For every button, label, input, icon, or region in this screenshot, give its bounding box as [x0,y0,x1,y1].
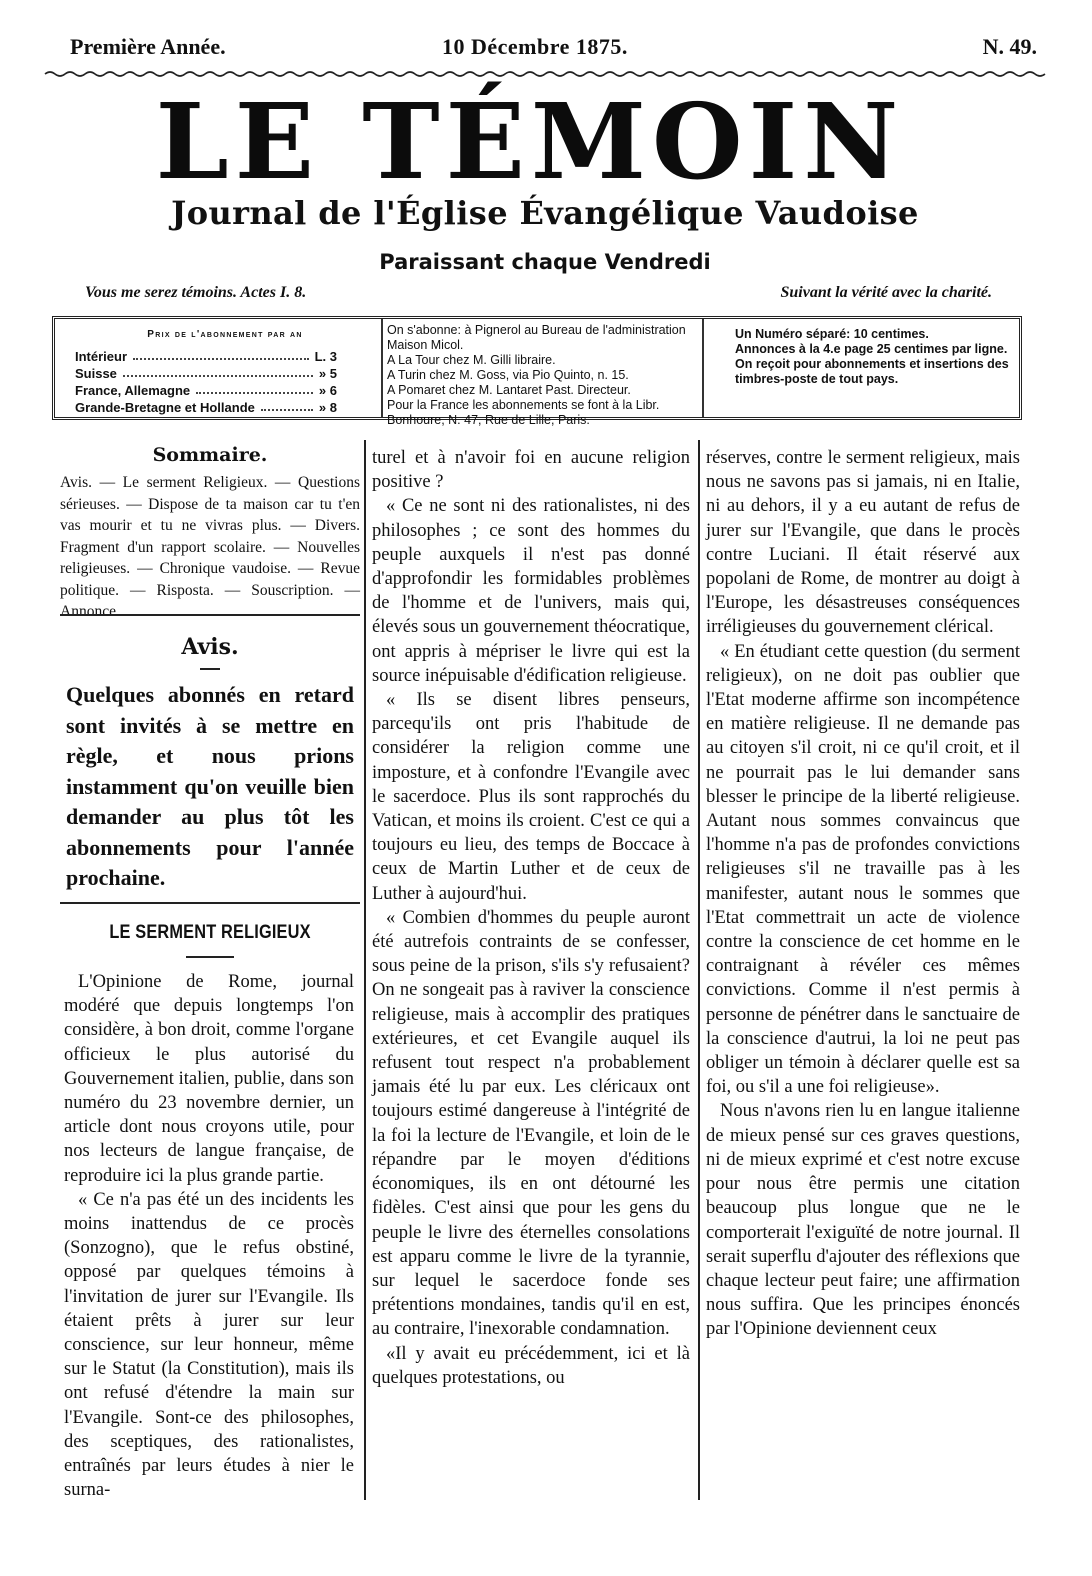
dateline [70,34,1037,64]
office-line: A La Tour chez M. Gilli libraire. [387,353,556,367]
paragraph: « Ce ne sont ni des rationalistes, ni des philosophes ; ce sont des hommes du peuple auxquels il n'est pas donné d'approfondir les formidables problèmes de l'homme et de l'univers, mais qui, élevés sous un gouvernement théocratique, ont appris à mépriser le livre qui est la source inépuisable d'édification religieuse. [372,496,690,686]
office-line: A Turin chez M. Goss, via Pio Quinto, n. 15. [387,368,629,382]
masthead-subtitle: Journal de l'Église Évangélique Vaudoise [171,194,919,232]
article-column-3 [706,446,1020,1486]
paragraph: « En étudiant cette question (du serment religieux), on ne doit pas oublier que l'Etat moderne affirme son incompétence en matière religieuse. Il ne demande pas au citoyen s'il croit, ni ce qu'il croit, et il ne pourrait pas le lui demander sans blesser le principe de la liberté religieuse. Autant nous sommes convaincus que l'homme n'a pas de profondes convictions religieuses s'il ne travaille pas à les manifester, autant nous le sommes que l'Etat commettrait un acte de violence contre la conscience de cet homme en le contraignant à révéler ces mêmes convictions. Comme il n'est permis à personne de pénétrer dans le sanctuaire de la conscience d'autrui, la loi ne peut pas obliger un témoin à déclarer quelle est sa foi, ou s'il a une foi religieuse». [706,641,1020,1098]
note-line: On reçoit pour abonnements et insertions des timbres-poste de tout pays. [735,357,1009,386]
office-line: A Pomaret chez M. Lantaret Past. Directeur. [387,383,631,397]
price-row: Intérieur L. 3 [75,349,337,364]
motto-left: Vous me serez témoins. Actes I. 8. [85,284,307,301]
column-divider [698,440,700,1500]
divider [60,902,360,904]
publication-frequency: Paraissant chaque Vendredi [379,250,711,274]
sommaire-text: Avis. — Le serment Religieux. — Questions sérieuses. — Dispose de ta maison car tu t'en vas mourir et tu ne vivras plus. — Divers. Fragment d'un rapport scolaire. — Nouvelles religieuses. — Chronique vaudoise. — Revue politique. — Risposta. — Souscription. — Annonce. [60,474,360,620]
sommaire-title: Sommaire. [152,444,268,466]
divider [200,668,220,670]
article-title: LE SERMENT RELIGIEUX [109,922,311,943]
paragraph: « Combien d'hommes du peuple auront été autrefois contraints de se confesser, sous peine de la prison, s'ils s'y refusaient? On ne songeait pas à raviver la conscience religieuse, mais à accomplir des pratiques extérieures, et cet Evangile auquel ils refusent tout respect n'a probablement jamais été lu par eux. Les cléricaux ont toujours estimé dangereuse à l'intégrité de la foi la lecture de l'Evangile, et loin de le répandre par le moyen d'éditions économiques, ils en ont détourné les fidèles. C'est ainsi que pour les gens du peuple le livre des éternelles consolations est apparu comme le livre de la tyrannie, sur lequel le sacerdoce fonde ses prétentions mondaines, tandis qu'il en est, au contraire, l'inexorable condamnation. [372,907,690,1340]
price-row: France, Allemagne » 6 [75,383,337,398]
note-line: Un Numéro séparé: 10 centimes. [735,327,929,341]
price-row: Suisse » 5 [75,366,337,381]
subscription-box [52,316,1022,427]
note-line: Annonces à la 4.e page 25 centimes par ligne. [735,342,1008,356]
subscription-notes [735,319,1015,417]
paragraph: « Ce n'a pas été un des incidents les moins inattendus de ce procès (Sonzogno), que le refus obstiné, opposé par quelques témoins à l'invitation de jurer sur l'Evangile. Ils étaient prêts à jurer sur leur conscience, sur leur honneur, même sur le Statut (la Constitution), mais ils ont refusé d'étendre la main sur l'Evangile. Sont-ce des philosophes, des sceptiques, des rationalistes, entraînés par leurs études à nier le surna- [64,1189,354,1501]
paragraph: L'Opinione de Rome, journal modéré que depuis longtemps l'on considère, à bon droit, comme l'organe officieux le plus autorisé du Gouvernement italien, publie, dans son numéro du 23 novembre dernier, un article dont nous croyons utile, pour nos lecteurs de langue française, de reproduire ici la plus grande partie. [64,972,354,1186]
paragraph: « Ils se disent libres penseurs, parcequ'ils ont pris l'habitude de considérer la religion comme une imposture, et à confondre l'Evangile avec le sacerdoce. Plus ils sont rapprochés du Vatican, et moins ils croient. C'est ce qui a toujours eu lieu, des temps de Boccace à ceux de Martin Luther et de ceux de Luther à aujourd'hui. [372,690,690,904]
avis-text: Quelques abonnés en retard sont invités à se mettre en règle, et nous prions instamment qu'on veuille bien demander au plus tôt les abonnements pour l'année prochaine. [66,682,354,890]
year-label: Première Année. [70,34,226,59]
article-column-1 [64,970,354,1501]
price-list [75,319,375,417]
masthead-title: LE TÉMOIN [155,80,905,203]
avis-title: Avis. [181,634,239,660]
issue-date: 10 Décembre 1875. [442,34,628,59]
paragraph: «Il y avait eu précédemment, ici et là quelques protestations, ou [372,1343,690,1388]
office-line: Pour la France les abonnements se font à la Libr. Bonhoure, N. 47, Rue de Lille, Paris. [387,398,660,427]
divider [60,614,360,616]
price-row: Grande-Bretagne et Hollande » 8 [75,400,337,415]
subscription-offices [381,319,704,427]
paragraph: Nous n'avons rien lu en langue italienne de mieux pensé sur ces graves questions, ni de mieux exprimé et c'est notre excuse pour nous être permis une citation beaucoup plus longue que ne le comporterait l'exiguïté de notre journal. Il serait superflu d'ajouter des réflexions que chaque lecteur peut faire; une affirmation nous suffira. Que les principes énoncés par l'Opinione deviennent ceux [706,1101,1020,1340]
price-heading: Prix de l'abonnement par an [147,329,303,340]
top-wavy-rule [45,70,1045,78]
paragraph: turel et à n'avoir foi en aucune religion positive ? [372,448,690,493]
article-column-2 [372,446,690,1486]
issue-number: N. 49. [982,34,1037,59]
motto-right: Suivant la vérité avec la charité. [780,284,992,301]
column-divider [364,440,366,1500]
paragraph: réserves, contre le serment religieux, mais nous ne savons pas si jamais, ni en Italie, ni au dehors, il y a eu autant de refus de jurer sur l'Evangile, que dans le procès contre Luciani. Il était réservé aux popolani de Rome, de montrer au doigt à l'Europe, les désastreuses conséquences irréligieuses du gouvernement clérical. [706,448,1020,638]
divider [186,956,234,958]
office-line: On s'abonne: à Pignerol au Bureau de l'administration Maison Micol. [387,323,686,352]
